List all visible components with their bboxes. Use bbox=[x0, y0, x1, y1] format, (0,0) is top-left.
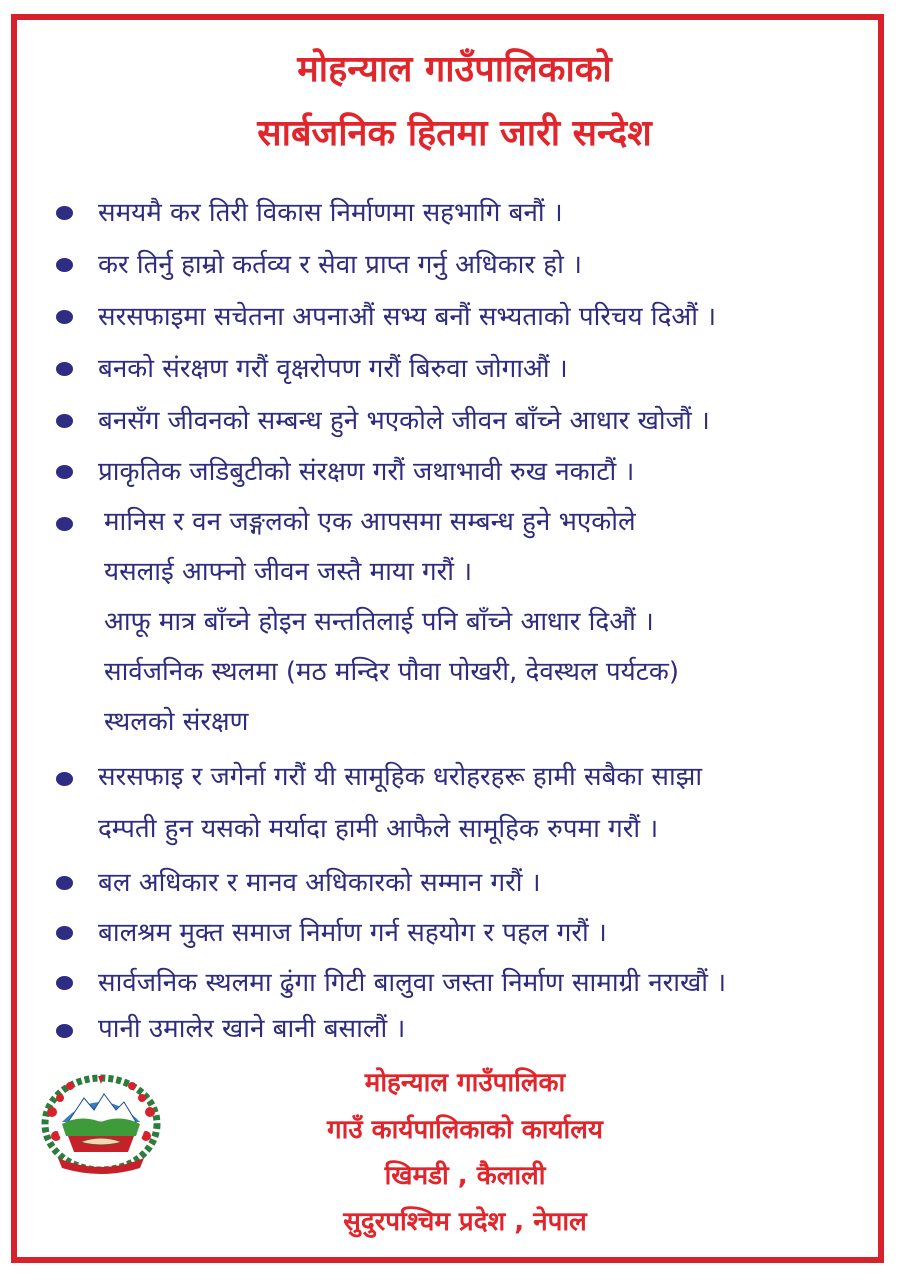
message-item bbox=[0, 455, 909, 495]
message-text: प्राकृतिक जडिबुटीको संरक्षण गरौं जथाभावी रुख नकाटौं । bbox=[98, 457, 635, 487]
office-title: गाउँ कार्यपालिकाको कार्यालय bbox=[327, 1115, 603, 1145]
message-item bbox=[0, 300, 909, 340]
message-text: सरसफाइ र जगेर्ना गरौं यी सामूहिक धरोहरहरू हामी सबैका साझा bbox=[98, 762, 703, 792]
office-name: मोहन्याल गाउँपालिका bbox=[364, 1068, 566, 1098]
bullet-icon bbox=[56, 976, 73, 990]
message-item bbox=[0, 248, 909, 288]
message-text: पानी उमालेर खाने बानी बसालौं । bbox=[98, 1014, 406, 1044]
bullet-icon bbox=[56, 772, 73, 786]
office-address: खिमडी , कैलाली bbox=[384, 1161, 546, 1191]
message-item bbox=[0, 507, 909, 747]
message-text: बनको संरक्षण गरौं वृक्षरोपण गरौं बिरुवा जोगाऔं । bbox=[98, 354, 568, 384]
page-title-line2: सार्बजनिक हितमा जारी सन्देश bbox=[257, 113, 652, 154]
message-item bbox=[0, 352, 909, 392]
message-text: कर तिर्नु हाम्रो कर्तव्य र सेवा प्राप्त गर्नु अधिकार हो । bbox=[98, 250, 582, 280]
message-text: यसलाई आफ्नो जीवन जस्तै माया गरौं । bbox=[104, 557, 473, 587]
message-item bbox=[0, 966, 909, 1006]
message-item bbox=[0, 404, 909, 444]
message-text: सरसफाइमा सचेतना अपनाऔं सभ्य बनौं सभ्यताको परिचय दिऔं । bbox=[98, 302, 717, 332]
message-item bbox=[0, 196, 909, 236]
message-text: दम्पती हुन यसको मर्यादा हामी आफैले सामूहिक रुपमा गरौं । bbox=[98, 814, 659, 844]
bullet-icon bbox=[56, 310, 73, 324]
bullet-icon bbox=[56, 414, 73, 428]
message-text: मानिस र वन जङ्गलको एक आपसमा सम्बन्ध हुने भएकोले bbox=[104, 507, 636, 537]
message-text: आफू मात्र बाँच्ने होइन सन्ततिलाई पनि बाँच्ने आधार दिऔं । bbox=[104, 607, 654, 637]
bullet-icon bbox=[56, 517, 73, 531]
message-text: समयमै कर तिरी विकास निर्माणमा सहभागि बनौं । bbox=[98, 198, 563, 228]
bullet-icon bbox=[56, 926, 73, 940]
message-item bbox=[0, 1014, 909, 1054]
nepal-government-emblem-icon bbox=[40, 1072, 162, 1176]
bullet-icon bbox=[56, 362, 73, 376]
message-item bbox=[0, 916, 909, 956]
bullet-icon bbox=[56, 206, 73, 220]
message-text: सार्वजनिक स्थलमा ढुंगा गिटी बालुवा जस्ता निर्माण सामाग्री नराखौं । bbox=[98, 968, 727, 998]
bullet-icon bbox=[56, 876, 73, 890]
message-text: स्थलको संरक्षण bbox=[104, 707, 249, 737]
message-text: बल अधिकार र मानव अधिकारको सम्मान गरौं । bbox=[98, 868, 541, 898]
bullet-icon bbox=[56, 1024, 73, 1038]
bullet-icon bbox=[56, 258, 73, 272]
message-item bbox=[0, 762, 909, 852]
page-title-line1: मोहन्याल गाउँपालिकाको bbox=[297, 49, 612, 90]
message-item bbox=[0, 866, 909, 906]
message-text: बालश्रम मुक्त समाज निर्माण गर्न सहयोग र पहल गरौं । bbox=[98, 918, 607, 948]
message-text: बनसँग जीवनको सम्बन्ध हुने भएकोले जीवन बाँच्ने आधार खोजौं । bbox=[98, 406, 710, 436]
office-province: सुदुरपश्चिम प्रदेश , नेपाल bbox=[343, 1207, 587, 1237]
message-text: सार्वजनिक स्थलमा (मठ मन्दिर पौवा पोखरी, देवस्थल पर्यटक) bbox=[104, 657, 679, 687]
bullet-icon bbox=[56, 465, 73, 479]
